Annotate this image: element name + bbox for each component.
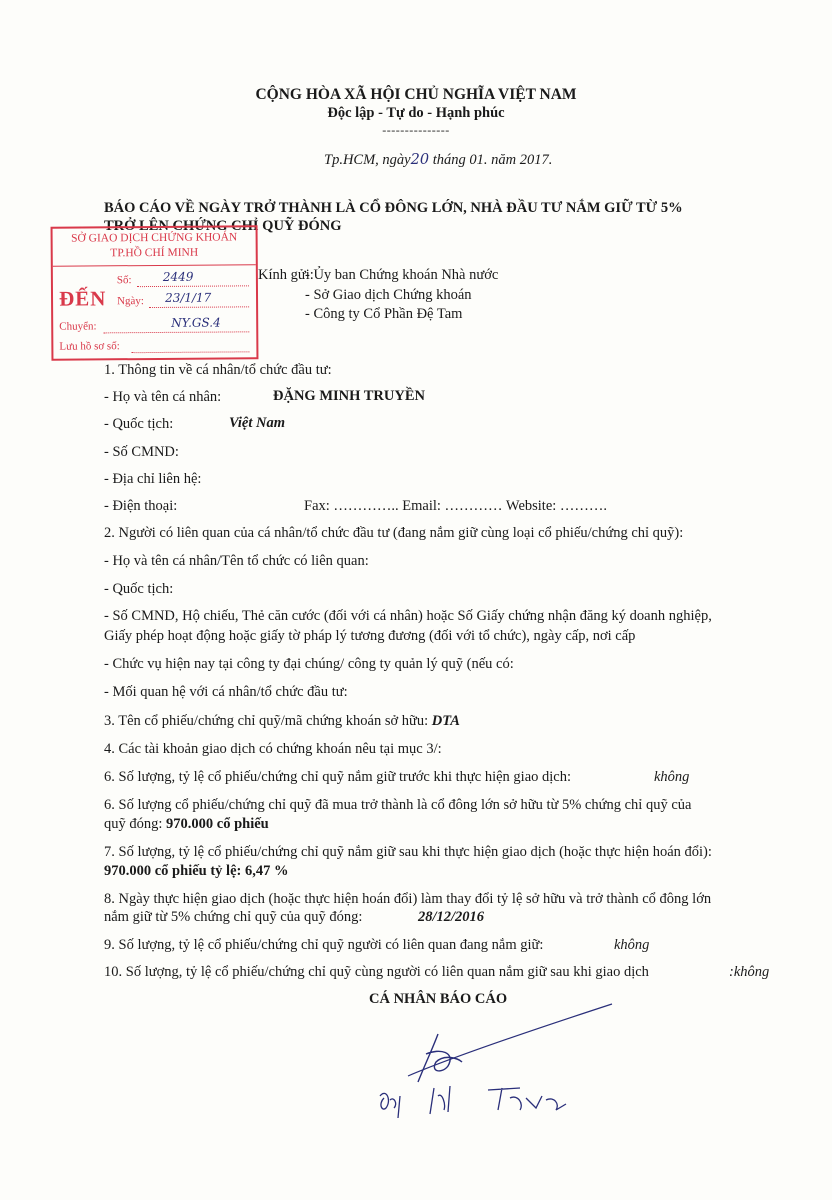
report-title-line1: BÁO CÁO VỀ NGÀY TRỞ THÀNH LÀ CỔ ĐÔNG LỚN, NHÀ ĐẦU TƯ NẮM GIỮ TỪ 5% — [104, 200, 683, 216]
place-date-prefix: Tp.HCM, ngày — [324, 152, 411, 168]
recipient-item-1: - Ủy ban Chứng khoán Nhà nước — [305, 267, 499, 283]
place-date — [324, 152, 552, 169]
section-6b-line1: 6. Số lượng cổ phiếu/chứng chỉ quỹ đã mua trở thành là cổ đông lớn sở hữu từ 5% chứng chỉ quỹ của — [104, 797, 692, 813]
signature-name: Đặng Minh Truyền — [370, 1128, 378, 1129]
section-3 — [104, 713, 460, 730]
related-nationality-label: - Quốc tịch: — [104, 581, 174, 597]
nationality-label: - Quốc tịch: — [104, 416, 174, 432]
section-9-label: 9. Số lượng, tỷ lệ cổ phiếu/chứng chỉ quỹ người có liên quan đang nắm giữ: — [104, 937, 544, 953]
stamp-den: ĐẾN — [58, 286, 107, 311]
stamp-org — [53, 230, 256, 261]
header-separator: --------------- — [382, 123, 450, 137]
stamp-luu-label: Lưu hồ sơ số: — [59, 340, 120, 353]
place-date-suffix: tháng 01. năm 2017. — [432, 152, 553, 168]
section-6b-value: 970.000 cổ phiếu — [166, 816, 269, 832]
stamp-org-line1: SỞ GIAO DỊCH CHỨNG KHOÁN — [71, 231, 238, 245]
place-date-day: 20 — [410, 152, 430, 168]
section-7-value: 970.000 cổ phiếu tỷ lệ: 6,47 % — [104, 863, 289, 879]
stamp-org-line2: TP.HỒ CHÍ MINH — [110, 246, 199, 260]
id-label: - Số CMND: — [104, 444, 179, 460]
country-heading: CỘNG HÒA XÃ HỘI CHỦ NGHĨA VIỆT NAM — [255, 86, 577, 103]
section-1-heading: 1. Thông tin về cá nhân/tổ chức đầu tư: — [104, 362, 332, 378]
section-8-value: 28/12/2016 — [418, 909, 485, 925]
stock-code: DTA — [431, 713, 460, 729]
recipients-label: Kính gửi: — [258, 267, 314, 283]
section-6-label: 6. Số lượng, tỷ lệ cổ phiếu/chứng chỉ quỹ nắm giữ trước khi thực hiện giao dịch: — [104, 769, 571, 785]
stamp-divider — [53, 264, 256, 266]
section-7-line1: 7. Số lượng, tỷ lệ cổ phiếu/chứng chỉ quỹ nắm giữ sau khi thực hiện giao dịch (hoặc thực hiện hoán đổi): — [104, 844, 712, 860]
recipient-item-2: - Sở Giao dịch Chứng khoán — [305, 287, 472, 303]
handwritten-signature — [360, 1000, 620, 1130]
signature-title: CÁ NHÂN BÁO CÁO — [369, 991, 508, 1007]
nationality-value: Việt Nam — [229, 415, 285, 431]
section-10-label: 10. Số lượng, tỷ lệ cổ phiếu/chứng chỉ quỹ cùng người có liên quan nắm giữ sau khi giao dịch — [104, 964, 649, 980]
stamp-chuyen-label: Chuyển: — [59, 320, 97, 333]
motto: Độc lập - Tự do - Hạnh phúc — [327, 105, 505, 121]
received-stamp — [51, 225, 259, 360]
stamp-luu-dots — [131, 339, 249, 353]
section-6b-line2 — [104, 816, 269, 833]
related-relation-label: - Mối quan hệ với cá nhân/tổ chức đầu tư: — [104, 684, 348, 700]
related-position-label: - Chức vụ hiện nay tại công ty đại chúng/ công ty quản lý quỹ (nếu có: — [104, 656, 514, 672]
phone-label: - Điện thoại: — [104, 498, 178, 514]
related-id-line2: Giấy phép hoạt động hoặc giấy tờ pháp lý tương đương (đối với tổ chức), ngày cấp, nơi cấp — [104, 628, 636, 644]
section-6-value: không — [654, 769, 690, 785]
stamp-ngay-label: Ngày: — [117, 295, 144, 308]
address-label: - Địa chỉ liên hệ: — [104, 471, 202, 487]
section-3-label: 3. Tên cổ phiếu/chứng chỉ quỹ/mã chứng khoán sở hữu: — [104, 713, 429, 729]
section-8-line2-label: nắm giữ từ 5% chứng chỉ quỹ của quỹ đóng: — [104, 909, 363, 925]
stamp-ngay-value: 23/1/17 — [164, 290, 212, 305]
stamp-so-value: 2449 — [162, 269, 194, 284]
recipient-item-3: - Công ty Cổ Phần Đệ Tam — [305, 306, 463, 322]
related-id-line1: - Số CMND, Hộ chiếu, Thẻ căn cước (đối với cá nhân) hoặc Số Giấy chứng nhận đăng ký doanh nghiệp, — [104, 608, 712, 624]
stamp-so-label: Số: — [116, 274, 132, 287]
contact-fields: Fax: ………….. Email: ………… Website: ………. — [304, 498, 608, 514]
name-label: - Họ và tên cá nhân: — [104, 389, 222, 405]
section-4: 4. Các tài khoản giao dịch có chứng khoán nêu tại mục 3/: — [104, 741, 442, 757]
section-8-line1: 8. Ngày thực hiện giao dịch (hoặc thực hiện hoán đổi) làm thay đổi tỷ lệ sở hữu và trở thành cổ đông lớn — [104, 891, 712, 907]
section-2-heading: 2. Người có liên quan của cá nhân/tổ chức đầu tư (đang nắm giữ cùng loại cổ phiếu/chứng chỉ quỹ): — [104, 525, 684, 541]
report-title-line2: TRỞ LÊN CHỨNG CHỈ QUỸ ĐÓNG — [104, 218, 342, 234]
section-10-value: :không — [729, 964, 770, 980]
stamp-chuyen-value: NY.GS.4 — [171, 315, 221, 330]
related-name-label: - Họ và tên cá nhân/Tên tổ chức có liên quan: — [104, 553, 369, 569]
section-9-value: không — [614, 937, 650, 953]
name-value: ĐẶNG MINH TRUYỀN — [273, 388, 425, 404]
section-6b-label: quỹ đóng: — [104, 816, 163, 832]
